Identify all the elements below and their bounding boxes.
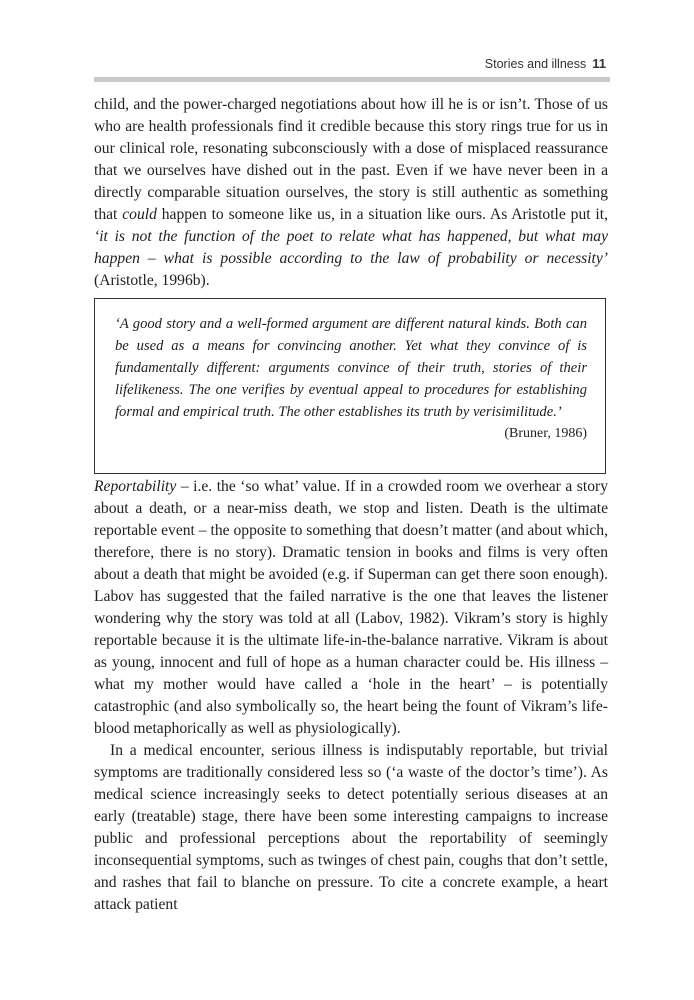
paragraph-2-text: – i.e. the ‘so what’ value. If in a crowded room we overhear a story about a death, or a near-miss death, we stop and listen. Death is the ultimate reportable event – the opposite to something that doesn’t matter (and about which, therefore, there is no story). Dramatic tension in books and films is very often about a death that might be avoided (e.g. if Superman can get there soon enough). Labov has suggested that the failed narrative is the one that leaves the listener wondering why the story was told at all (Labov, 1982). Vikram’s story is highly reportable because it is the ultimate life-in-the-balance narrative. Vikram is about as young, innocent and full of hope as a human character could be. His illness – what my mother would have called a ‘hole in the heart’ – is potentially catastrophic (and also symbolically so, the heart being the fount of Vikram’s life-blood metaphorically as well as physiologically). [94,478,608,737]
aristotle-quote: ‘it is not the function of the poet to relate what has happened, but what may happen – what is possible according to the law of probability or necessity’ [94,228,608,267]
bruner-citation: (Bruner, 1986) [504,426,587,441]
bruner-quote-box [94,298,606,474]
paragraph-2 [94,476,608,740]
running-title: Stories and illness [484,57,587,71]
paragraph-1 [94,94,608,292]
running-head [485,56,606,71]
bruner-quote-text: ‘A good story and a well-formed argument are different natural kinds. Both can be used as a means for convincing another. Yet what they convince of is fundamentally different: arguments convince of their truth, stories of their lifelikeness. The one verifies by eventual appeal to procedures for establishing formal and empirical truth. The other establishes its truth by verisimilitude.’ [115,316,587,420]
paragraph-1-text-a: child, and the power-charged negotiations about how ill he is or isn’t. Those of us who are health professionals find it credible because this story rings true for us in our clinical role, resonating subconsciously with a dose of misplaced reassurance that we ourselves have dished out in the past. Even if we have never been in a directly comparable situation ourselves, the story is still authentic as something that [94,96,608,223]
paragraph-3-text: In a medical encounter, serious illness is indisputably reportable, but trivial symptoms are traditionally considered less so (‘a waste of the doctor’s time’). As medical science increasingly seeks to detect potentially serious diseases at an early (treatable) stage, there have been some interesting campaigns to increase public and professional perceptions about the reportability of seemingly inconsequential symptoms, such as twinges of chest pain, coughs that don’t settle, and rashes that fail to blanche on pressure. To cite a concrete example, a heart attack patient [94,742,608,913]
header-rule [94,77,610,82]
aristotle-citation: (Aristotle, 1996b). [94,272,210,289]
paragraph-3 [94,740,608,916]
reportability-term: Reportability [94,478,177,495]
paragraph-1-text-b: happen to someone like us, in a situation like ours. As Aristotle put it, [156,206,608,223]
page-number: 11 [592,56,606,71]
paragraph-1-emphasis: could [122,206,157,223]
